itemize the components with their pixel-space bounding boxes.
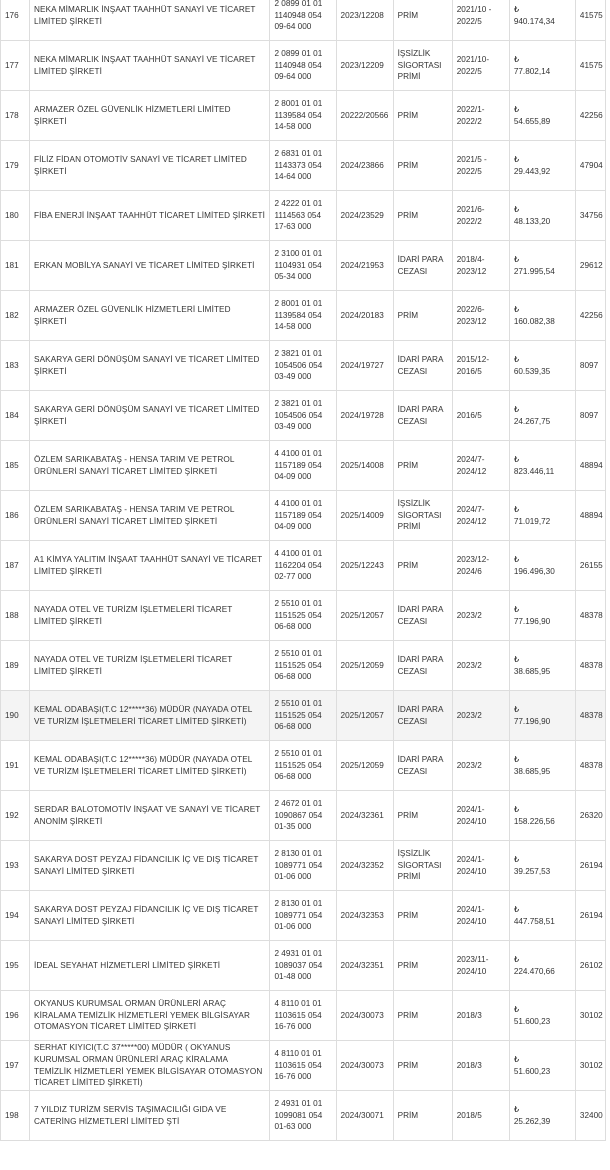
debt-amount — [509, 241, 575, 291]
file-code: 42256 — [575, 291, 605, 341]
sgk-registry-number: 2 4931 01 01 1099081 054 01-63 000 — [270, 1091, 336, 1141]
lira-icon: ₺ — [513, 504, 520, 514]
amount-value: 271.995,54 — [513, 266, 555, 276]
lira-icon: ₺ — [513, 1104, 520, 1114]
file-code: 29612 — [575, 241, 605, 291]
file-code: 8097 — [575, 391, 605, 441]
debt-amount — [509, 691, 575, 741]
file-code: 34756 — [575, 191, 605, 241]
debt-period: 2018/3 — [452, 991, 509, 1041]
sgk-registry-number: 4 4100 01 01 1157189 054 04-09 000 — [270, 491, 336, 541]
debt-period: 2018/5 — [452, 1091, 509, 1141]
debt-period: 2023/12- 2024/6 — [452, 541, 509, 591]
amount-value: 51.600,23 — [513, 1016, 551, 1026]
amount-value: 160.082,38 — [513, 316, 555, 326]
lira-icon: ₺ — [513, 954, 520, 964]
decision-number: 2024/32361 — [336, 791, 393, 841]
amount-value: 39.257,53 — [513, 866, 551, 876]
row-number: 197 — [1, 1041, 30, 1091]
sgk-registry-number: 2 5510 01 01 1151525 054 06-68 000 — [270, 741, 336, 791]
decision-number: 2024/20183 — [336, 291, 393, 341]
decision-number: 2025/12057 — [336, 691, 393, 741]
decision-number: 2025/14009 — [336, 491, 393, 541]
debt-amount — [509, 641, 575, 691]
file-code: 41575 — [575, 0, 605, 41]
table-row — [1, 791, 606, 841]
debt-type: İDARİ PARA CEZASI — [393, 641, 452, 691]
debt-type: PRİM — [393, 541, 452, 591]
amount-value: 38.685,95 — [513, 766, 551, 776]
row-number: 185 — [1, 441, 30, 491]
debtor-name: FİBA ENERJİ İNŞAAT TAAHHÜT TİCARET LİMİTED ŞİRKETİ — [30, 191, 270, 241]
row-number: 178 — [1, 91, 30, 141]
debt-period: 2023/2 — [452, 741, 509, 791]
decision-number: 20222/20566 — [336, 91, 393, 141]
row-number: 177 — [1, 41, 30, 91]
sgk-registry-number: 2 4672 01 01 1090867 054 01-35 000 — [270, 791, 336, 841]
sgk-registry-number: 2 0899 01 01 1140948 054 09-64 000 — [270, 41, 336, 91]
table-row — [1, 0, 606, 41]
decision-number: 2024/30071 — [336, 1091, 393, 1141]
decision-number: 2024/32353 — [336, 891, 393, 941]
decision-number: 2023/12209 — [336, 41, 393, 91]
debt-amount — [509, 991, 575, 1041]
debt-type: PRİM — [393, 0, 452, 41]
debt-period: 2021/5 - 2022/5 — [452, 141, 509, 191]
row-number: 183 — [1, 341, 30, 391]
sgk-registry-number: 2 6831 01 01 1143373 054 14-64 000 — [270, 141, 336, 191]
debtor-name: ARMAZER ÖZEL GÜVENLİK HİZMETLERİ LİMİTED ŞİRKETİ — [30, 91, 270, 141]
debt-amount — [509, 141, 575, 191]
decision-number: 2025/12059 — [336, 641, 393, 691]
amount-value: 48.133,20 — [513, 216, 551, 226]
file-code: 42256 — [575, 91, 605, 141]
debt-period: 2024/1- 2024/10 — [452, 791, 509, 841]
decision-number: 2024/30073 — [336, 1041, 393, 1091]
amount-value: 25.262,39 — [513, 1116, 551, 1126]
sgk-registry-number: 2 8130 01 01 1089771 054 01-06 000 — [270, 891, 336, 941]
amount-value: 38.685,95 — [513, 666, 551, 676]
sgk-registry-number: 2 5510 01 01 1151525 054 06-68 000 — [270, 691, 336, 741]
amount-value: 60.539,35 — [513, 366, 551, 376]
sgk-registry-number: 2 8130 01 01 1089771 054 01-06 000 — [270, 841, 336, 891]
debt-period: 2021/10 - 2022/5 — [452, 0, 509, 41]
file-code: 26320 — [575, 791, 605, 841]
debt-type: PRİM — [393, 291, 452, 341]
debtor-name: SAKARYA GERİ DÖNÜŞÜM SANAYİ VE TİCARET LİMİTED ŞİRKETİ — [30, 341, 270, 391]
file-code: 26155 — [575, 541, 605, 591]
table-row — [1, 891, 606, 941]
debt-type: PRİM — [393, 141, 452, 191]
debtor-name: SERDAR BALOTOMOTİV İNŞAAT VE SANAYİ VE TİCARET ANONİM ŞİRKETİ — [30, 791, 270, 841]
row-number: 187 — [1, 541, 30, 591]
file-code: 8097 — [575, 341, 605, 391]
lira-icon: ₺ — [513, 154, 520, 164]
debtor-name: ARMAZER ÖZEL GÜVENLİK HİZMETLERİ LİMİTED ŞİRKETİ — [30, 291, 270, 341]
lira-icon: ₺ — [513, 654, 520, 664]
table-row — [1, 741, 606, 791]
debtor-name: SAKARYA GERİ DÖNÜŞÜM SANAYİ VE TİCARET LİMİTED ŞİRKETİ — [30, 391, 270, 441]
debtor-name: NAYADA OTEL VE TURİZM İŞLETMELERİ TİCARET LİMİTED ŞİRKETİ — [30, 591, 270, 641]
file-code: 48378 — [575, 641, 605, 691]
sgk-registry-number: 2 8001 01 01 1139584 054 14-58 000 — [270, 291, 336, 341]
debt-type: PRİM — [393, 441, 452, 491]
table-row — [1, 141, 606, 191]
sgk-registry-number: 2 5510 01 01 1151525 054 06-68 000 — [270, 641, 336, 691]
file-code: 30102 — [575, 991, 605, 1041]
debt-amount — [509, 841, 575, 891]
row-number: 190 — [1, 691, 30, 741]
file-code: 47904 — [575, 141, 605, 191]
table-row — [1, 941, 606, 991]
amount-value: 940.174,34 — [513, 16, 555, 26]
debt-type: İDARİ PARA CEZASI — [393, 741, 452, 791]
lira-icon: ₺ — [513, 1004, 520, 1014]
file-code: 48894 — [575, 491, 605, 541]
sgk-registry-number: 4 4100 01 01 1162204 054 02-77 000 — [270, 541, 336, 591]
debt-amount — [509, 1091, 575, 1141]
debt-amount — [509, 941, 575, 991]
debt-amount — [509, 91, 575, 141]
file-code: 48378 — [575, 691, 605, 741]
table-row — [1, 691, 606, 741]
row-number: 179 — [1, 141, 30, 191]
debt-type: İŞSİZLİK SİGORTASI PRİMİ — [393, 41, 452, 91]
debt-amount — [509, 391, 575, 441]
debtor-name: SAKARYA DOST PEYZAJ FİDANCILIK İÇ VE DIŞ TİCARET SANAYİ LİMİTED ŞİRKETİ — [30, 891, 270, 941]
lira-icon: ₺ — [513, 554, 520, 564]
debt-type: İDARİ PARA CEZASI — [393, 391, 452, 441]
row-number: 186 — [1, 491, 30, 541]
debt-period: 2024/1- 2024/10 — [452, 891, 509, 941]
table-row — [1, 591, 606, 641]
table-row — [1, 441, 606, 491]
lira-icon: ₺ — [513, 354, 520, 364]
decision-number: 2024/23529 — [336, 191, 393, 241]
lira-icon: ₺ — [513, 804, 520, 814]
lira-icon: ₺ — [513, 104, 520, 114]
debt-amount — [509, 441, 575, 491]
decision-number: 2024/32351 — [336, 941, 393, 991]
lira-icon: ₺ — [513, 854, 520, 864]
debt-period: 2024/1- 2024/10 — [452, 841, 509, 891]
decision-number: 2024/23866 — [336, 141, 393, 191]
sgk-registry-number: 2 4931 01 01 1089037 054 01-48 000 — [270, 941, 336, 991]
debt-period: 2018/3 — [452, 1041, 509, 1091]
lira-icon: ₺ — [513, 254, 520, 264]
row-number: 195 — [1, 941, 30, 991]
debt-amount — [509, 491, 575, 541]
lira-icon: ₺ — [513, 1054, 520, 1064]
file-code: 26194 — [575, 891, 605, 941]
debt-type: İDARİ PARA CEZASI — [393, 241, 452, 291]
decision-number: 2024/32352 — [336, 841, 393, 891]
debt-amount — [509, 791, 575, 841]
debtor-name: 7 YILDIZ TURİZM SERVİS TAŞIMACILIĞI GIDA VE CATERİNG HİZMETLERİ LİMİTED ŞTİ — [30, 1091, 270, 1141]
file-code: 32400 — [575, 1091, 605, 1141]
amount-value: 447.758,51 — [513, 916, 555, 926]
debtor-name: OKYANUS KURUMSAL ORMAN ÜRÜNLERİ ARAÇ KİRALAMA TEMİZLİK HİZMETLERİ YEMEK BİLGİSAYAR OTOMASYON TİCARET LİMİTED ŞİRKETİ — [30, 991, 270, 1041]
sgk-registry-number: 2 3821 01 01 1054506 054 03-49 000 — [270, 391, 336, 441]
debtor-name: ÖZLEM SARIKABATAŞ - HENSA TARIM VE PETROL ÜRÜNLERİ SANAYİ TİCARET LİMİTED ŞİRKETİ — [30, 441, 270, 491]
debt-type: PRİM — [393, 1091, 452, 1141]
lira-icon: ₺ — [513, 604, 520, 614]
file-code: 48378 — [575, 741, 605, 791]
debt-period: 2016/5 — [452, 391, 509, 441]
lira-icon: ₺ — [513, 54, 520, 64]
debt-type: İDARİ PARA CEZASI — [393, 591, 452, 641]
lira-icon: ₺ — [513, 904, 520, 914]
debt-amount — [509, 1041, 575, 1091]
debt-amount — [509, 291, 575, 341]
debt-period: 2024/7- 2024/12 — [452, 441, 509, 491]
amount-value: 51.600,23 — [513, 1066, 551, 1076]
file-code: 26102 — [575, 941, 605, 991]
debt-type: PRİM — [393, 891, 452, 941]
debtor-name: NEKA MİMARLIK İNŞAAT TAAHHÜT SANAYİ VE TİCARET LİMİTED ŞİRKETİ — [30, 41, 270, 91]
amount-value: 823.446,11 — [513, 466, 555, 476]
debt-period: 2021/6- 2022/2 — [452, 191, 509, 241]
debt-amount — [509, 41, 575, 91]
row-number: 196 — [1, 991, 30, 1041]
lira-icon: ₺ — [513, 204, 520, 214]
row-number: 198 — [1, 1091, 30, 1141]
table-row — [1, 1041, 606, 1091]
debt-period: 2023/2 — [452, 691, 509, 741]
row-number: 184 — [1, 391, 30, 441]
row-number: 191 — [1, 741, 30, 791]
table-row — [1, 291, 606, 341]
decision-number: 2023/12208 — [336, 0, 393, 41]
debt-period: 2023/11- 2024/10 — [452, 941, 509, 991]
debt-period: 2021/10- 2022/5 — [452, 41, 509, 91]
debt-type: İDARİ PARA CEZASI — [393, 691, 452, 741]
amount-value: 196.496,30 — [513, 566, 555, 576]
amount-value: 77.196,90 — [513, 716, 551, 726]
debt-amount — [509, 541, 575, 591]
decision-number: 2024/19727 — [336, 341, 393, 391]
debt-type: İDARİ PARA CEZASI — [393, 341, 452, 391]
debt-amount — [509, 591, 575, 641]
table-row — [1, 191, 606, 241]
debt-type: PRİM — [393, 941, 452, 991]
debt-type: PRİM — [393, 991, 452, 1041]
debt-type: PRİM — [393, 91, 452, 141]
sgk-registry-number: 4 8110 01 01 1103615 054 16-76 000 — [270, 1041, 336, 1091]
row-number: 193 — [1, 841, 30, 891]
amount-value: 77.802,14 — [513, 66, 551, 76]
sgk-registry-number: 2 8001 01 01 1139584 054 14-58 000 — [270, 91, 336, 141]
file-code: 48378 — [575, 591, 605, 641]
row-number: 180 — [1, 191, 30, 241]
debt-period: 2024/7- 2024/12 — [452, 491, 509, 541]
row-number: 176 — [1, 0, 30, 41]
amount-value: 224.470,66 — [513, 966, 555, 976]
sgk-registry-number: 2 5510 01 01 1151525 054 06-68 000 — [270, 591, 336, 641]
row-number: 192 — [1, 791, 30, 841]
debtor-name: KEMAL ODABAŞI(T.C 12*****36) MÜDÜR (NAYADA OTEL VE TURİZM İŞLETMELERİ TİCARET LİMİTED ŞİRKETİ) — [30, 691, 270, 741]
lira-icon: ₺ — [513, 4, 520, 14]
lira-icon: ₺ — [513, 704, 520, 714]
lira-icon: ₺ — [513, 304, 520, 314]
lira-icon: ₺ — [513, 454, 520, 464]
table-row — [1, 991, 606, 1041]
file-code: 30102 — [575, 1041, 605, 1091]
table-row — [1, 641, 606, 691]
lira-icon: ₺ — [513, 404, 520, 414]
amount-value: 71.019,72 — [513, 516, 551, 526]
debt-amount — [509, 891, 575, 941]
row-number: 188 — [1, 591, 30, 641]
debt-type: İŞSİZLİK SİGORTASI PRİMİ — [393, 491, 452, 541]
debt-amount — [509, 0, 575, 41]
debtor-name: KEMAL ODABAŞI(T.C 12*****36) MÜDÜR (NAYADA OTEL VE TURİZM İŞLETMELERİ TİCARET LİMİTED ŞİRKETİ) — [30, 741, 270, 791]
row-number: 194 — [1, 891, 30, 941]
amount-value: 24.267,75 — [513, 416, 551, 426]
debt-period: 2015/12- 2016/5 — [452, 341, 509, 391]
debtor-name: SERHAT KIYICI(T.C 37*****00) MÜDÜR ( OKYANUS KURUMSAL ORMAN ÜRÜNLERİ ARAÇ KİRALAMA TEMİZLİK HİZMETLERİ YEMEK BİLGİSAYAR OTOMASYON TİCARET LİMİTED ŞİRKETİ) — [30, 1041, 270, 1091]
decision-number: 2025/12059 — [336, 741, 393, 791]
debtor-name: A1 KİMYA YALITIM İNŞAAT TAAHHÜT SANAYİ VE TİCARET LİMİTED ŞİRKETİ — [30, 541, 270, 591]
debt-amount — [509, 341, 575, 391]
table-row — [1, 341, 606, 391]
debt-type: PRİM — [393, 791, 452, 841]
table-row — [1, 841, 606, 891]
table-row — [1, 391, 606, 441]
lira-icon: ₺ — [513, 754, 520, 764]
debt-period: 2023/2 — [452, 641, 509, 691]
debt-type: PRİM — [393, 191, 452, 241]
debtor-name: ERKAN MOBİLYA SANAYİ VE TİCARET LİMİTED ŞİRKETİ — [30, 241, 270, 291]
sgk-registry-number: 2 3821 01 01 1054506 054 03-49 000 — [270, 341, 336, 391]
debtor-name: NAYADA OTEL VE TURİZM İŞLETMELERİ TİCARET LİMİTED ŞİRKETİ — [30, 641, 270, 691]
sgk-registry-number: 2 0899 01 01 1140948 054 09-64 000 — [270, 0, 336, 41]
decision-number: 2024/19728 — [336, 391, 393, 441]
row-number: 181 — [1, 241, 30, 291]
decision-number: 2025/14008 — [336, 441, 393, 491]
amount-value: 77.196,90 — [513, 616, 551, 626]
debt-type: İŞSİZLİK SİGORTASI PRİMİ — [393, 841, 452, 891]
debtor-name: İDEAL SEYAHAT HİZMETLERİ LİMİTED ŞİRKETİ — [30, 941, 270, 991]
row-number: 189 — [1, 641, 30, 691]
debt-amount — [509, 741, 575, 791]
amount-value: 158.226,56 — [513, 816, 555, 826]
debt-table-body — [1, 0, 606, 1141]
table-row — [1, 91, 606, 141]
debt-period: 2022/6- 2023/12 — [452, 291, 509, 341]
decision-number: 2024/21953 — [336, 241, 393, 291]
decision-number: 2025/12243 — [336, 541, 393, 591]
amount-value: 29.443,92 — [513, 166, 551, 176]
file-code: 26194 — [575, 841, 605, 891]
debt-period: 2018/4- 2023/12 — [452, 241, 509, 291]
debtor-name: NEKA MİMARLIK İNŞAAT TAAHHÜT SANAYİ VE TİCARET LİMİTED ŞİRKETİ — [30, 0, 270, 41]
table-row — [1, 541, 606, 591]
debtor-name: ÖZLEM SARIKABATAŞ - HENSA TARIM VE PETROL ÜRÜNLERİ SANAYİ TİCARET LİMİTED ŞİRKETİ — [30, 491, 270, 541]
decision-number: 2024/30073 — [336, 991, 393, 1041]
sgk-registry-number: 4 8110 01 01 1103615 054 16-76 000 — [270, 991, 336, 1041]
table-row — [1, 1091, 606, 1141]
debt-period: 2023/2 — [452, 591, 509, 641]
debt-amount — [509, 191, 575, 241]
table-row — [1, 41, 606, 91]
sgk-registry-number: 2 3100 01 01 1104931 054 05-34 000 — [270, 241, 336, 291]
debt-period: 2022/1- 2022/2 — [452, 91, 509, 141]
debtor-name: SAKARYA DOST PEYZAJ FİDANCILIK İÇ VE DIŞ TİCARET SANAYİ LİMİTED ŞİRKETİ — [30, 841, 270, 891]
file-code: 41575 — [575, 41, 605, 91]
sgk-registry-number: 2 4222 01 01 1114563 054 17-63 000 — [270, 191, 336, 241]
table-row — [1, 491, 606, 541]
row-number: 182 — [1, 291, 30, 341]
table-row — [1, 241, 606, 291]
debtor-name: FİLİZ FİDAN OTOMOTİV SANAYİ VE TİCARET LİMİTED ŞİRKETİ — [30, 141, 270, 191]
sgk-registry-number: 4 4100 01 01 1157189 054 04-09 000 — [270, 441, 336, 491]
amount-value: 54.655,89 — [513, 116, 551, 126]
decision-number: 2025/12057 — [336, 591, 393, 641]
file-code: 48894 — [575, 441, 605, 491]
debt-type: PRİM — [393, 1041, 452, 1091]
